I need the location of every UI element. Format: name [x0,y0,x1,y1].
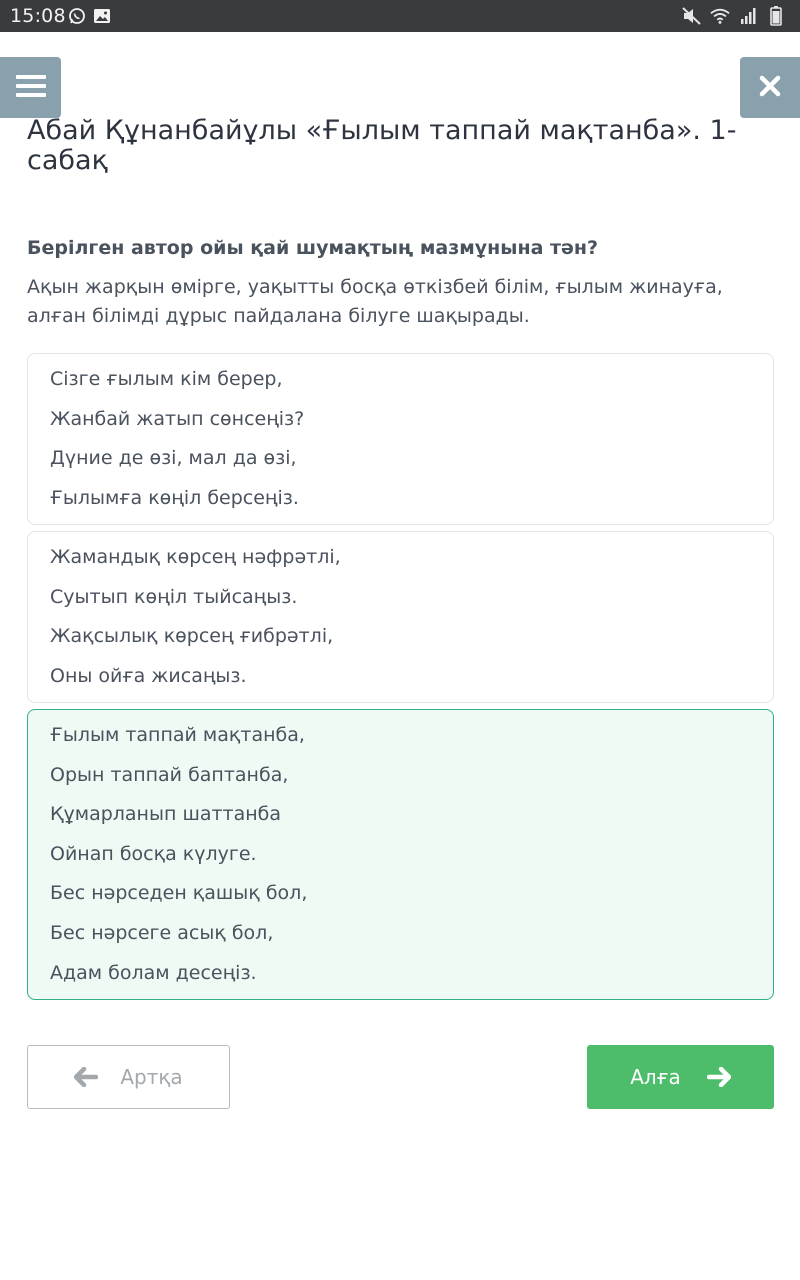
option-line: Суытып көңіл тыйсаңыз. [50,585,298,608]
arrow-right-icon [707,1067,731,1087]
mute-icon [682,6,702,26]
question-prompt: Берілген автор ойы қай шумақтың мазмұнына тән? [27,237,599,259]
arrow-left-icon [74,1067,98,1087]
question-text: Ақын жарқын өмірге, уақытты босқа өткізбей білім, ғылым жинауға, алған білімді дұрыс пайдалана білуге шақырады. [27,276,723,327]
option-line: Ойнап босқа күлуге. [50,842,257,865]
close-icon [759,75,781,101]
status-time: 15:08 [10,5,66,27]
wifi-icon [710,6,730,26]
close-button[interactable] [740,57,800,118]
answer-option-3[interactable] [27,709,774,1000]
back-button-label: Артқа [120,1065,183,1089]
whatsapp-icon [68,7,86,25]
battery-icon [766,6,786,26]
next-button[interactable] [587,1045,774,1109]
option-line: Орын таппай баптанба, [50,763,289,786]
option-line: Дүние де өзі, мал да өзі, [50,447,297,470]
answer-option-2[interactable] [27,531,774,703]
option-line: Құмарланып шаттанба [50,803,282,826]
option-line: Бес нәрсеге асық бол, [50,921,274,944]
status-bar [0,0,800,32]
option-line: Ғылымға көңіл берсеңіз. [50,486,299,509]
option-line: Адам болам десеңіз. [50,961,257,984]
image-icon [93,7,111,25]
lesson-title: Абай Құнанбайұлы «Ғылым таппай мақтанба». 1-сабақ [27,115,737,176]
option-line: Сізге ғылым кім берер, [50,368,283,390]
option-line: Жамандық көрсең нәфрәтлі, [50,546,341,568]
hamburger-menu-icon [16,74,46,102]
signal-icon [738,6,758,26]
menu-button[interactable] [0,57,61,118]
back-button[interactable] [27,1045,230,1109]
option-line: Ғылым таппай мақтанба, [50,724,305,746]
next-button-label: Алға [630,1065,681,1089]
option-line: Бес нәрседен қашық бол, [50,882,308,905]
option-line: Оны ойға жисаңыз. [50,664,247,687]
option-line: Жақсылық көрсең ғибрәтлі, [50,625,334,648]
answer-option-1[interactable] [27,353,774,525]
option-line: Жанбай жатып сөнсеңіз? [50,407,305,430]
